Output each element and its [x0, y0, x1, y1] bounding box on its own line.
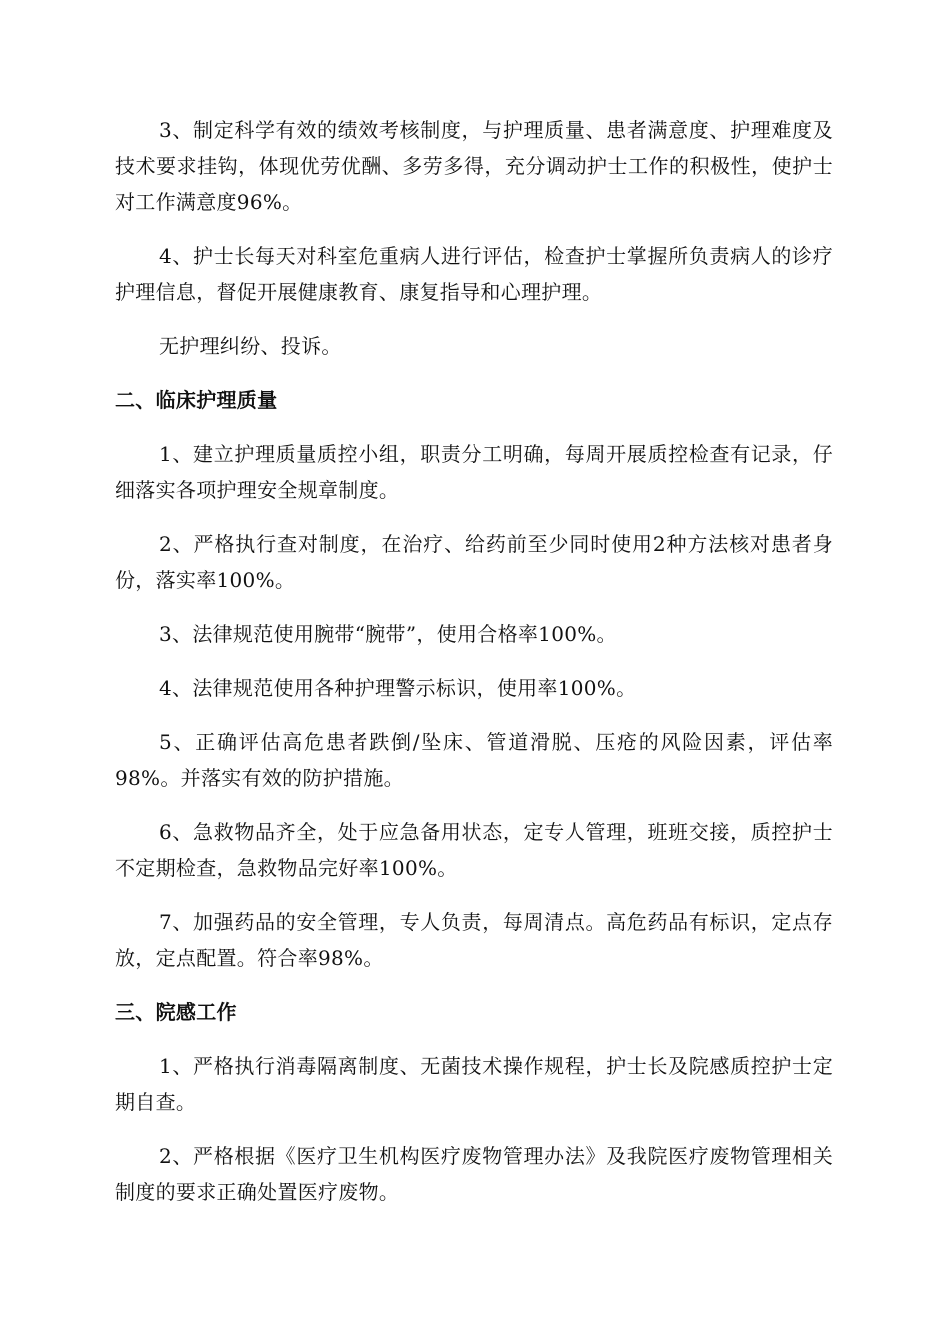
list-item-medical-waste: 2、严格根据《医疗卫生机构医疗废物管理办法》及我院医疗废物管理相关制度的要求正确处置医疗废物。: [115, 1144, 833, 1204]
list-item-disinfection: 1、严格执行消毒隔离制度、无菌技术操作规程，护士长及院感质控护士定期自查。: [115, 1054, 833, 1114]
section-heading-infection-control: 三、院感工作: [115, 1000, 237, 1024]
document-page: [115, 112, 833, 1228]
paragraph-no-complaints: 无护理纠纷、投诉。: [159, 334, 342, 358]
paragraph-performance-assessment: 3、制定科学有效的绩效考核制度，与护理质量、患者满意度、护理难度及技术要求挂钩，体现优劳优酬、多劳多得，充分调动护士工作的积极性，使护士对工作满意度96%。: [115, 118, 833, 214]
list-item-warning-signs: 4、法律规范使用各种护理警示标识，使用率100%。: [159, 676, 637, 700]
section-heading-clinical-quality: 二、临床护理质量: [115, 388, 278, 412]
list-item-identity-check: 2、严格执行查对制度，在治疗、给药前至少同时使用2种方法核对患者身份，落实率100%。: [115, 532, 833, 592]
paragraph-head-nurse-evaluation: 4、护士长每天对科室危重病人进行评估，检查护士掌握所负责病人的诊疗护理信息，督促开展健康教育、康复指导和心理护理。: [115, 244, 833, 304]
list-item-risk-assessment: 5、正确评估高危患者跌倒/坠床、管道滑脱、压疮的风险因素，评估率98%。并落实有效的防护措施。: [115, 730, 833, 790]
list-item-wristband: 3、法律规范使用腕带“腕带”，使用合格率100%。: [159, 622, 617, 646]
list-item-drug-management: 7、加强药品的安全管理，专人负责，每周清点。高危药品有标识，定点存放，定点配置。符合率98%。: [115, 910, 833, 970]
list-item-quality-control-group: 1、建立护理质量质控小组，职责分工明确，每周开展质控检查有记录，仔细落实各项护理安全规章制度。: [115, 442, 833, 502]
list-item-emergency-supplies: 6、急救物品齐全，处于应急备用状态，定专人管理，班班交接，质控护士不定期检查，急救物品完好率100%。: [115, 820, 833, 880]
